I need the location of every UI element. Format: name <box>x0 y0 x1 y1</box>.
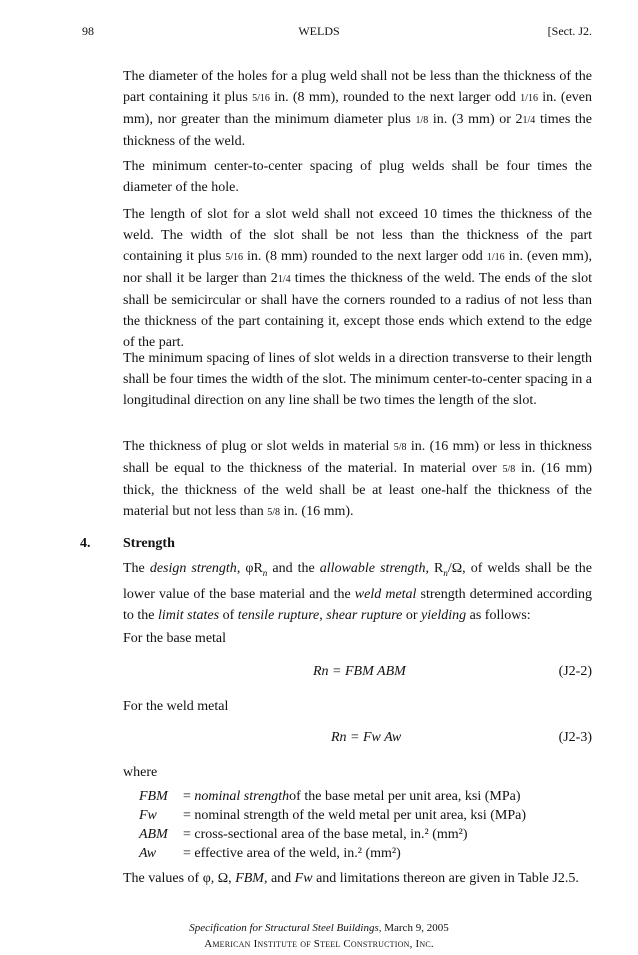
definition-row: Fw = nominal strength of the weld metal per unit area, ksi (MPa) <box>139 808 527 823</box>
paragraph-slot-spacing: The minimum spacing of lines of slot welds in a direction transverse to their length shall be four times the width of the slot. The minimum center-to-center spacing in a longitudinal direction on any line shall be two times the length of the slot. <box>123 351 592 408</box>
footer-spec-title: Specification for Structural Steel Buildings, <box>189 922 382 934</box>
fraction: 5/8 <box>393 442 407 453</box>
paragraph-plug-spacing: The minimum center-to-center spacing of plug welds shall be four times the diameter of the hole. <box>123 159 592 195</box>
fraction: 1/16 <box>486 252 505 263</box>
fraction: 1/16 <box>520 93 538 104</box>
fraction: 1/4 <box>522 115 536 126</box>
strength-intro: The design strength, $\varphi R_n$ and the allowable strength, $R_n/\Omega$, of welds shall be the lower value of the base material and the weld metal strength determined according to the limit states of tensile rupture, shear rupture or yielding as follows: <box>123 561 593 623</box>
paragraph-slot-length: The length of slot for a slot weld shall not exceed 10 times the thickness of the weld. The width of the slot shall be not less than the thickness of the part containing it plus 5/16 in. (8 mm) rounded to the next larger odd 1/16 in. (even mm), nor shall it be larger than 21/4 times the thickness of the weld. The ends of the slot shall be semicircular or shall have the corners rounded to a radius of not less than the thickness of the part containing it, except those ends which extend to the edge of the part. <box>123 207 593 350</box>
running-header-section: [Sect. J2. <box>547 24 592 38</box>
paragraph-weld-thickness: The thickness of plug or slot welds in material 5/8 in. (16 mm) or less in thickness shall be equal to the thickness of the material. In material over 5/8 in. (16 mm) thick, the thickness of the weld shall be at least one-half the thickness of the material but not less than 5/8 in. (16 mm). <box>123 439 592 519</box>
equation-j2-2: Rn = FBM ABM (J2-2) <box>313 664 592 679</box>
section-number: 4. <box>80 536 91 551</box>
section-strength <box>123 536 592 626</box>
definition-row: ABM = cross-sectional area of the base metal, in.² (mm²) <box>139 827 468 842</box>
definition-row: FBM = nominal strength of the base metal per unit area, ksi (MPa) <box>139 789 521 804</box>
page-number: 98 <box>82 24 94 38</box>
weld-metal-label: For the weld metal <box>123 699 229 714</box>
section-title: Strength <box>123 536 175 551</box>
footer <box>0 920 638 952</box>
footer-institute: American Institute of Steel Construction, Inc. <box>204 938 434 950</box>
running-header-chapter: WELDS <box>298 24 340 38</box>
fraction: 1/4 <box>277 274 291 285</box>
closing-paragraph: The values of φ, Ω, FBM, and Fw and limitations thereon are given in Table J2.5. <box>123 871 579 886</box>
fraction: 5/8 <box>502 464 516 475</box>
equation-j2-3: Rn = Fw Aw (J2-3) <box>331 730 592 745</box>
base-metal-label: For the base metal <box>123 631 227 646</box>
fraction: 1/8 <box>415 115 429 126</box>
fraction: 5/8 <box>267 507 281 518</box>
definition-row: Aw = effective area of the weld, in.² (mm²) <box>139 846 401 861</box>
fraction: 5/16 <box>225 252 243 263</box>
footer-date: March 9, 2005 <box>381 922 449 934</box>
definitions-list <box>123 787 592 867</box>
fraction: 5/16 <box>252 93 270 104</box>
where-label: where <box>123 765 158 780</box>
paragraph-plug-hole-diameter: The diameter of the holes for a plug weld shall not be less than the thickness of the part containing it plus 5/16 in. (8 mm), rounded to the next larger odd 1/16 in. (even mm), nor greater than the minimum diameter plus 1/8 in. (3 mm) or 21/4 times the thickness of the weld. <box>123 69 593 149</box>
